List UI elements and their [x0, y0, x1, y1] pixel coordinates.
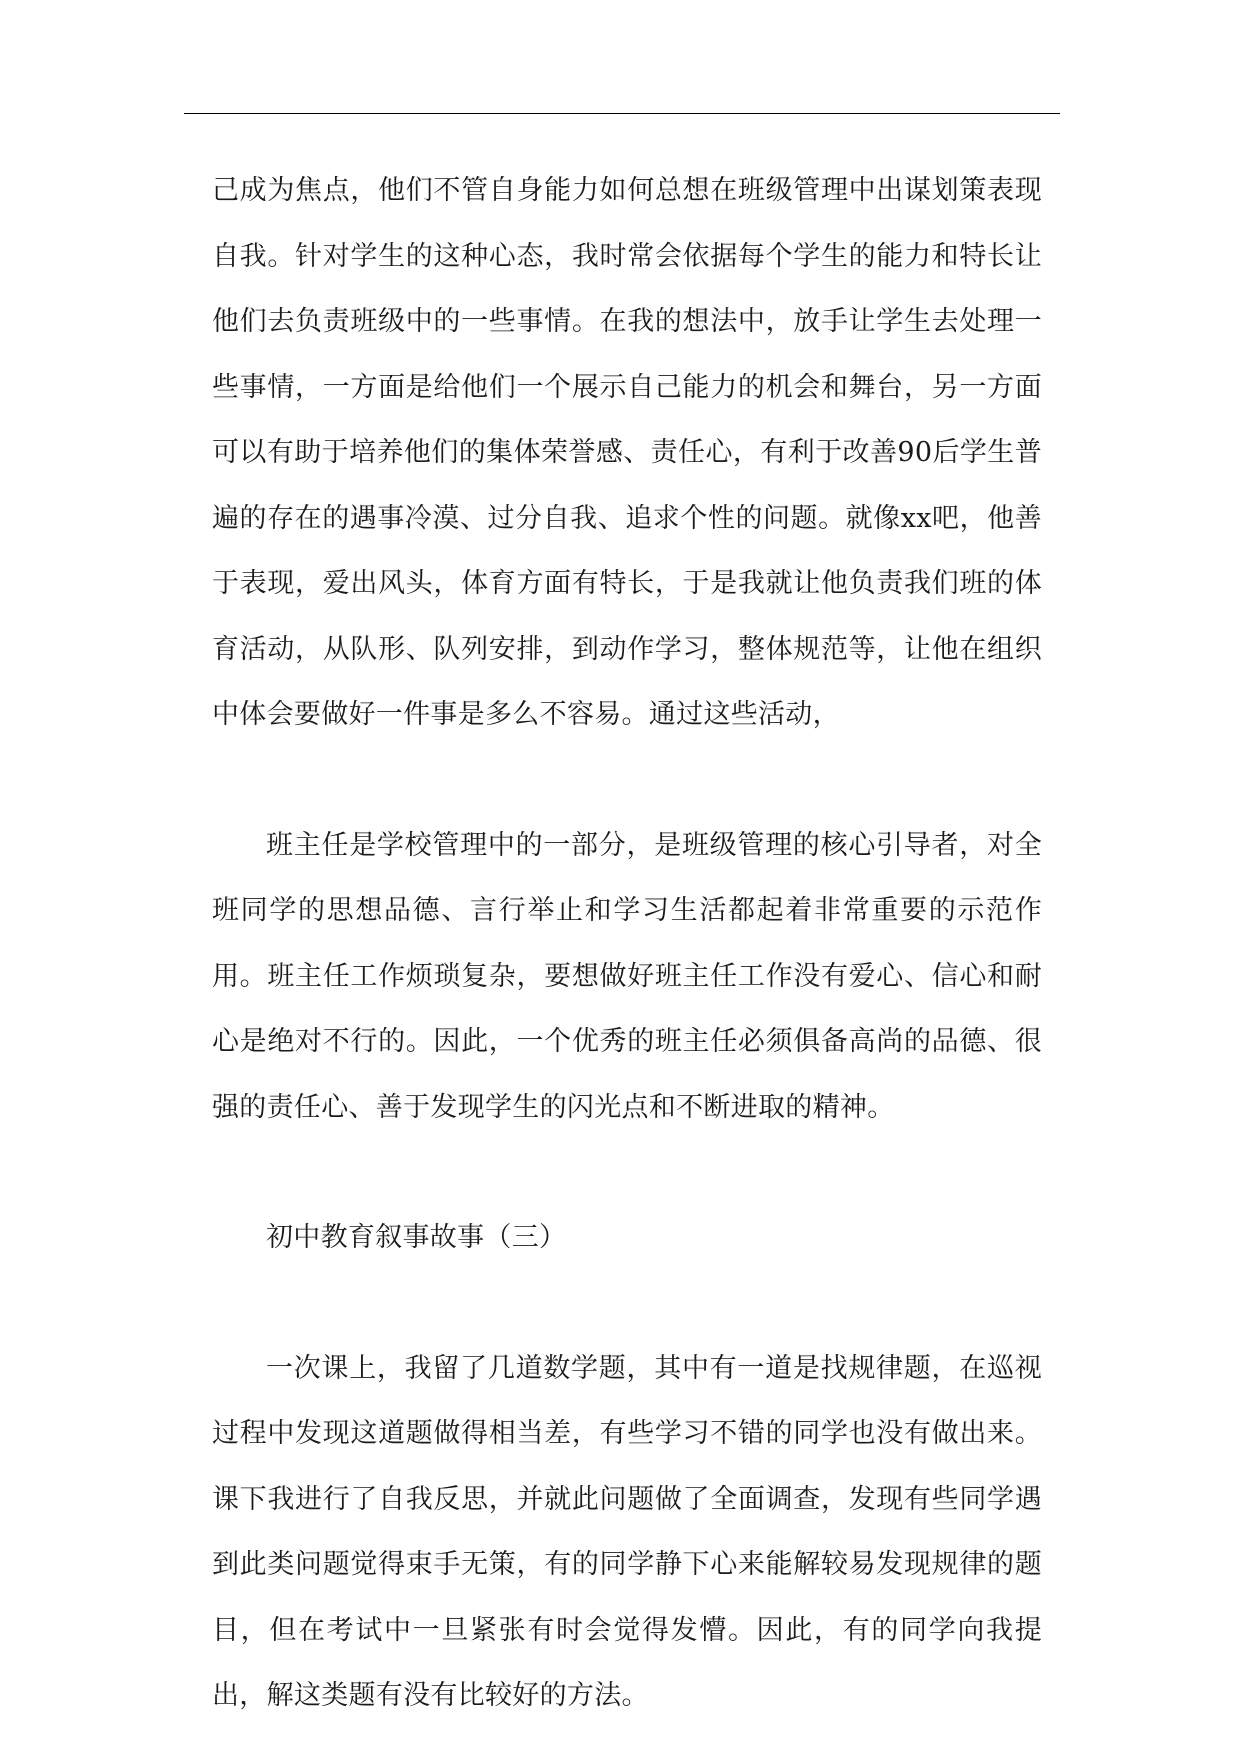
paragraph-continuation: 己成为焦点，他们不管自身能力如何总想在班级管理中出谋划策表现自我。针对学生的这种心态，我时常会依据每个学生的能力和特长让他们去负责班级中的一些事情。在我的想法中，放手让学生去处理一些事情，一方面是给他们一个展示自己能力的机会和舞台，另一方面可以有助于培养他们的集体荣誉感、责任心，有利于改善90后学生普遍的存在的遇事冷漠、过分自我、追求个性的问题。就像xx吧，他善于表现，爱出风头，体育方面有特长，于是我就让他负责我们班的体育活动，从队形、队列安排，到动作学习，整体规范等，让他在组织中体会要做好一件事是多么不容易。通过这些活动，	[212, 175, 1042, 730]
section-heading: 初中教育叙事故事（三）	[266, 1222, 567, 1253]
paragraph-math-class: 一次课上，我留了几道数学题，其中有一道是找规律题，在巡视过程中发现这道题做得相当差，有些学习不错的同学也没有做出来。课下我进行了自我反思，并就此问题做了全面调查，发现有些同学遇到此类问题觉得束手无策，有的同学静下心来能解较易发现规律的题目，但在考试中一旦紧张有时会觉得发懵。因此，有的同学向我提出，解这类题有没有比较好的方法。	[212, 1352, 1042, 1711]
header-rule	[184, 113, 1060, 114]
document-body	[212, 158, 1042, 1729]
paragraph-head-teacher: 班主任是学校管理中的一部分，是班级管理的核心引导者，对全班同学的思想品德、言行举止和学习生活都起着非常重要的示范作用。班主任工作烦琐复杂，要想做好班主任工作没有爱心、信心和耐心是绝对不行的。因此，一个优秀的班主任必须俱备高尚的品德、很强的责任心、善于发现学生的闪光点和不断进取的精神。	[212, 829, 1042, 1123]
